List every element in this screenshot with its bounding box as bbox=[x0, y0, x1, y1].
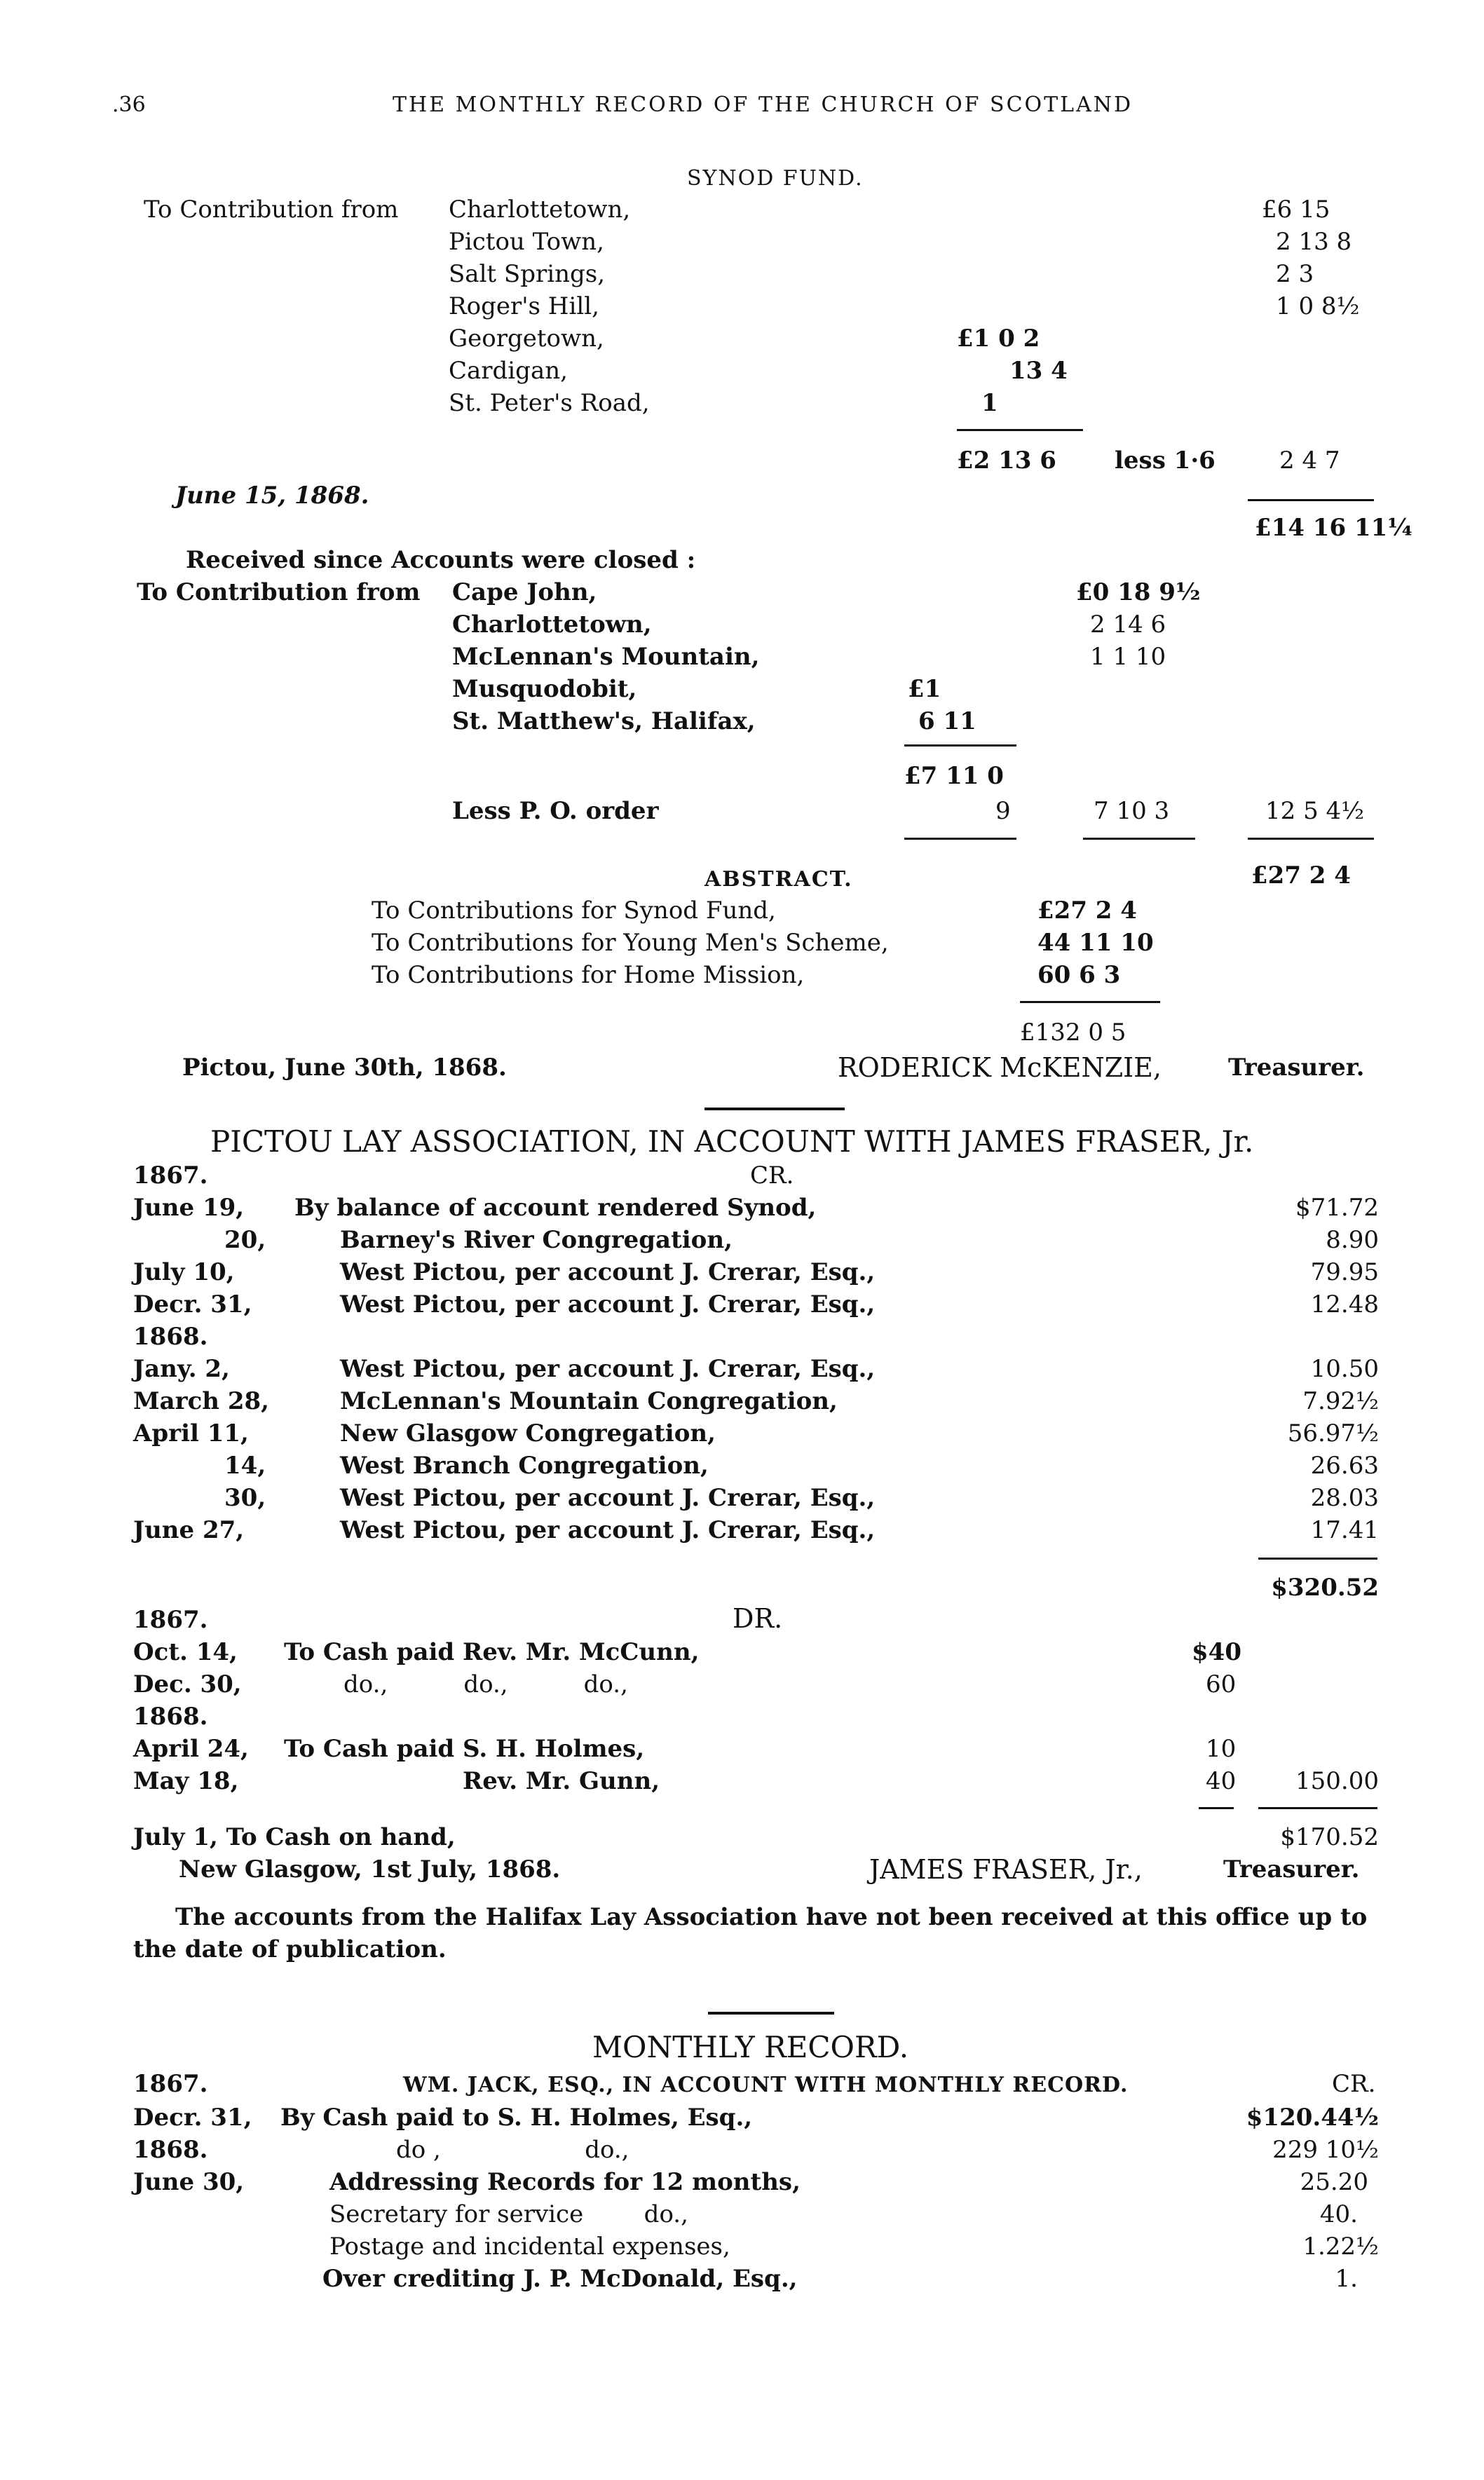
lay-dr-date: May 18, bbox=[133, 1767, 239, 1795]
lay-cr-desc: McLennan's Mountain Congregation, bbox=[340, 1387, 838, 1415]
lay-cr-desc: New Glasgow Congregation, bbox=[340, 1419, 716, 1447]
lay-cr-date: 30, bbox=[224, 1484, 266, 1512]
synod-col1: £1 0 2 bbox=[957, 325, 1040, 353]
lay-cr-total: $320.52 bbox=[1271, 1574, 1379, 1602]
synod-subtotal: £2 13 6 bbox=[957, 447, 1056, 475]
lay-cr-desc: West Pictou, per account J. Crerar, Esq., bbox=[340, 1516, 876, 1544]
received-place: Cape John, bbox=[452, 578, 597, 606]
monthly-date: June 30, bbox=[133, 2168, 245, 2196]
lay-dr-year: 1867. bbox=[133, 1606, 208, 1634]
synod-total: 2 3 bbox=[1276, 260, 1314, 288]
monthly-desc: do , do., bbox=[396, 2136, 629, 2164]
section-divider bbox=[708, 2012, 834, 2015]
abstract-signer: RODERICK McKENZIE, bbox=[838, 1052, 1162, 1083]
lay-dr-amount: 10 bbox=[1206, 1735, 1237, 1763]
lay-cr-date: 1868. bbox=[133, 1323, 208, 1351]
synod-total: 1 0 8½ bbox=[1276, 292, 1360, 320]
monthly-date: Decr. 31, bbox=[133, 2104, 252, 2132]
synod-col1: 13 4 bbox=[1009, 357, 1068, 385]
monthly-amount: 229 10½ bbox=[1272, 2136, 1379, 2164]
received-rule-c bbox=[1248, 838, 1374, 840]
received-place: St. Matthew's, Halifax, bbox=[452, 707, 756, 735]
lay-cr-desc: West Pictou, per account J. Crerar, Esq., bbox=[340, 1258, 876, 1286]
lay-cr-date: 20, bbox=[224, 1226, 266, 1254]
received-subtotal: £7 11 0 bbox=[904, 762, 1004, 790]
abstract-amount: £27 2 4 bbox=[1037, 897, 1137, 925]
monthly-title: MONTHLY RECORD. bbox=[592, 2030, 909, 2064]
lay-signer: JAMES FRASER, Jr., bbox=[869, 1854, 1143, 1885]
lay-cr-amount: 17.41 bbox=[1310, 1516, 1379, 1544]
monthly-desc: Addressing Records for 12 months, bbox=[329, 2168, 801, 2196]
page-number: .36 bbox=[112, 93, 146, 117]
synod-place: St. Peter's Road, bbox=[449, 389, 650, 417]
lay-balance: $170.52 bbox=[1280, 1823, 1379, 1851]
lay-note: The accounts from the Halifax Lay Association have not been received at this office up to the date of publication. bbox=[133, 1903, 1368, 1963]
lay-cr-desc: Barney's River Congregation, bbox=[340, 1226, 733, 1254]
monthly-date: 1868. bbox=[133, 2136, 208, 2164]
synod-place: Roger's Hill, bbox=[449, 292, 599, 320]
lay-dr-rule-b bbox=[1258, 1807, 1377, 1809]
lay-dr-date: Dec. 30, bbox=[133, 1670, 242, 1698]
synod-contrib-label: To Contribution from bbox=[144, 196, 399, 224]
synod-place: Pictou Town, bbox=[449, 228, 604, 256]
synod-place: Cardigan, bbox=[449, 357, 568, 385]
lay-cr-amount: 28.03 bbox=[1310, 1484, 1379, 1512]
lay-cr-amount: 56.97½ bbox=[1287, 1419, 1379, 1447]
lay-cr-amount: $71.72 bbox=[1295, 1194, 1379, 1222]
received-less-label: Less P. O. order bbox=[452, 797, 659, 825]
received-col1: 6 11 bbox=[918, 707, 976, 735]
lay-cr-amount: 79.95 bbox=[1310, 1258, 1379, 1286]
section-divider bbox=[704, 1108, 845, 1110]
synod-grand-rule bbox=[1248, 499, 1374, 501]
abstract-label: To Contributions for Synod Fund, bbox=[372, 897, 776, 925]
synod-total: £6 15 bbox=[1262, 196, 1330, 224]
lay-cr-amount: 8.90 bbox=[1326, 1226, 1379, 1254]
monthly-amount: $120.44½ bbox=[1246, 2104, 1379, 2132]
lay-cr-date: June 27, bbox=[133, 1516, 245, 1544]
lay-dr-heading: DR. bbox=[733, 1603, 783, 1634]
received-col2: 1 1 10 bbox=[1090, 643, 1166, 671]
abstract-top-total: £27 2 4 bbox=[1251, 861, 1351, 890]
received-net: 7 10 3 bbox=[1094, 797, 1170, 825]
lay-cr-desc: West Pictou, per account J. Crerar, Esq., bbox=[340, 1355, 876, 1383]
synod-date: June 15, 1868. bbox=[175, 482, 369, 510]
lay-cr-amount: 12.48 bbox=[1310, 1290, 1379, 1319]
lay-dr-desc: do., do., do., bbox=[343, 1670, 628, 1698]
lay-dr-desc: To Cash paid S. H. Holmes, bbox=[284, 1735, 645, 1763]
synod-col1: 1 bbox=[981, 389, 998, 417]
monthly-cr: CR. bbox=[1332, 2070, 1376, 2098]
received-place: McLennan's Mountain, bbox=[452, 643, 760, 671]
received-contrib-label: To Contribution from bbox=[137, 578, 421, 606]
synod-less: less 1·6 bbox=[1115, 447, 1216, 475]
lay-dr-total: 150.00 bbox=[1295, 1767, 1379, 1795]
lay-cr-date: March 28, bbox=[133, 1387, 269, 1415]
lay-dr-date: 1868. bbox=[133, 1703, 208, 1731]
received-rule-a bbox=[904, 838, 1016, 840]
abstract-heading: ABSTRACT. bbox=[704, 867, 853, 892]
lay-dr-desc: To Cash paid Rev. Mr. McCunn, bbox=[284, 1638, 700, 1666]
lay-cr-date: 14, bbox=[224, 1452, 266, 1480]
abstract-label: To Contributions for Young Men's Scheme, bbox=[372, 929, 889, 957]
synod-grand-total: £14 16 11¼ bbox=[1255, 514, 1412, 542]
lay-cr-amount: 26.63 bbox=[1310, 1452, 1379, 1480]
abstract-total: £132 0 5 bbox=[1020, 1018, 1126, 1047]
lay-cr-date: April 11, bbox=[133, 1419, 249, 1447]
received-subtotal-rule bbox=[904, 744, 1016, 747]
lay-title: PICTOU LAY ASSOCIATION, IN ACCOUNT WITH JAMES FRASER, Jr. bbox=[210, 1124, 1254, 1159]
monthly-year: 1867. bbox=[133, 2070, 208, 2098]
synod-less-total: 2 4 7 bbox=[1279, 447, 1340, 475]
abstract-signer-title: Treasurer. bbox=[1228, 1054, 1365, 1082]
lay-balance-label: July 1, To Cash on hand, bbox=[133, 1823, 456, 1851]
monthly-amount: 1. bbox=[1335, 2265, 1358, 2293]
monthly-desc: Over crediting J. P. McDonald, Esq., bbox=[322, 2265, 798, 2293]
lay-cr-date: Decr. 31, bbox=[133, 1290, 252, 1319]
lay-place-date: New Glasgow, 1st July, 1868. bbox=[179, 1855, 561, 1883]
received-total: 12 5 4½ bbox=[1265, 797, 1365, 825]
lay-cr-date: June 19, bbox=[133, 1194, 245, 1222]
monthly-desc: Secretary for service do., bbox=[329, 2200, 688, 2228]
received-place: Musquodobit, bbox=[452, 675, 637, 703]
abstract-place-date: Pictou, June 30th, 1868. bbox=[182, 1054, 507, 1082]
synod-fund-heading: SYNOD FUND. bbox=[687, 166, 864, 191]
synod-total: 2 13 8 bbox=[1276, 228, 1352, 256]
received-col2: £0 18 9½ bbox=[1076, 578, 1201, 606]
lay-dr-amount: $40 bbox=[1192, 1638, 1241, 1666]
abstract-amount: 60 6 3 bbox=[1037, 961, 1121, 989]
received-col1: £1 bbox=[908, 675, 941, 703]
lay-cr-desc: West Branch Congregation, bbox=[340, 1452, 709, 1480]
lay-cr-year: 1867. bbox=[133, 1161, 208, 1190]
synod-subtotal-rule bbox=[957, 429, 1083, 431]
monthly-amount: 1.22½ bbox=[1302, 2233, 1379, 2261]
received-less-amount: 9 bbox=[995, 797, 1011, 825]
received-col2: 2 14 6 bbox=[1090, 611, 1166, 639]
lay-dr-date: April 24, bbox=[133, 1735, 249, 1763]
lay-cr-amount: 10.50 bbox=[1310, 1355, 1379, 1383]
synod-place: Salt Springs, bbox=[449, 260, 606, 288]
lay-cr-date: Jany. 2, bbox=[133, 1355, 230, 1383]
lay-cr-desc: West Pictou, per account J. Crerar, Esq., bbox=[340, 1290, 876, 1319]
abstract-amount: 44 11 10 bbox=[1037, 929, 1154, 957]
received-place: Charlottetown, bbox=[452, 611, 652, 639]
received-rule-b bbox=[1083, 838, 1195, 840]
lay-cr-desc: By balance of account rendered Synod, bbox=[294, 1194, 817, 1222]
monthly-amount: 40. bbox=[1319, 2200, 1358, 2228]
lay-cr-date: July 10, bbox=[133, 1258, 235, 1286]
received-heading: Received since Accounts were closed : bbox=[186, 546, 696, 574]
synod-place: Georgetown, bbox=[449, 325, 604, 353]
monthly-amount: 25.20 bbox=[1300, 2168, 1368, 2196]
running-title: THE MONTHLY RECORD OF THE CHURCH OF SCOTLAND bbox=[393, 93, 1134, 117]
monthly-subtitle: WM. JACK, ESQ., IN ACCOUNT WITH MONTHLY RECORD. bbox=[403, 2073, 1129, 2097]
lay-dr-rule-a bbox=[1199, 1807, 1234, 1809]
lay-dr-date: Oct. 14, bbox=[133, 1638, 238, 1666]
lay-signer-title: Treasurer. bbox=[1223, 1855, 1360, 1883]
abstract-label: To Contributions for Home Mission, bbox=[372, 961, 805, 989]
monthly-desc: By Cash paid to S. H. Holmes, Esq., bbox=[280, 2104, 753, 2132]
lay-cr-desc: West Pictou, per account J. Crerar, Esq., bbox=[340, 1484, 876, 1512]
synod-place: Charlottetown, bbox=[449, 196, 631, 224]
lay-dr-amount: 40 bbox=[1206, 1767, 1237, 1795]
lay-cr-total-rule bbox=[1258, 1558, 1377, 1560]
lay-dr-desc: Rev. Mr. Gunn, bbox=[463, 1767, 660, 1795]
lay-cr-amount: 7.92½ bbox=[1302, 1387, 1379, 1415]
monthly-desc: Postage and incidental expenses, bbox=[329, 2233, 730, 2261]
lay-cr-heading: CR. bbox=[750, 1161, 794, 1190]
abstract-total-rule bbox=[1020, 1001, 1160, 1003]
lay-dr-amount: 60 bbox=[1206, 1670, 1237, 1698]
